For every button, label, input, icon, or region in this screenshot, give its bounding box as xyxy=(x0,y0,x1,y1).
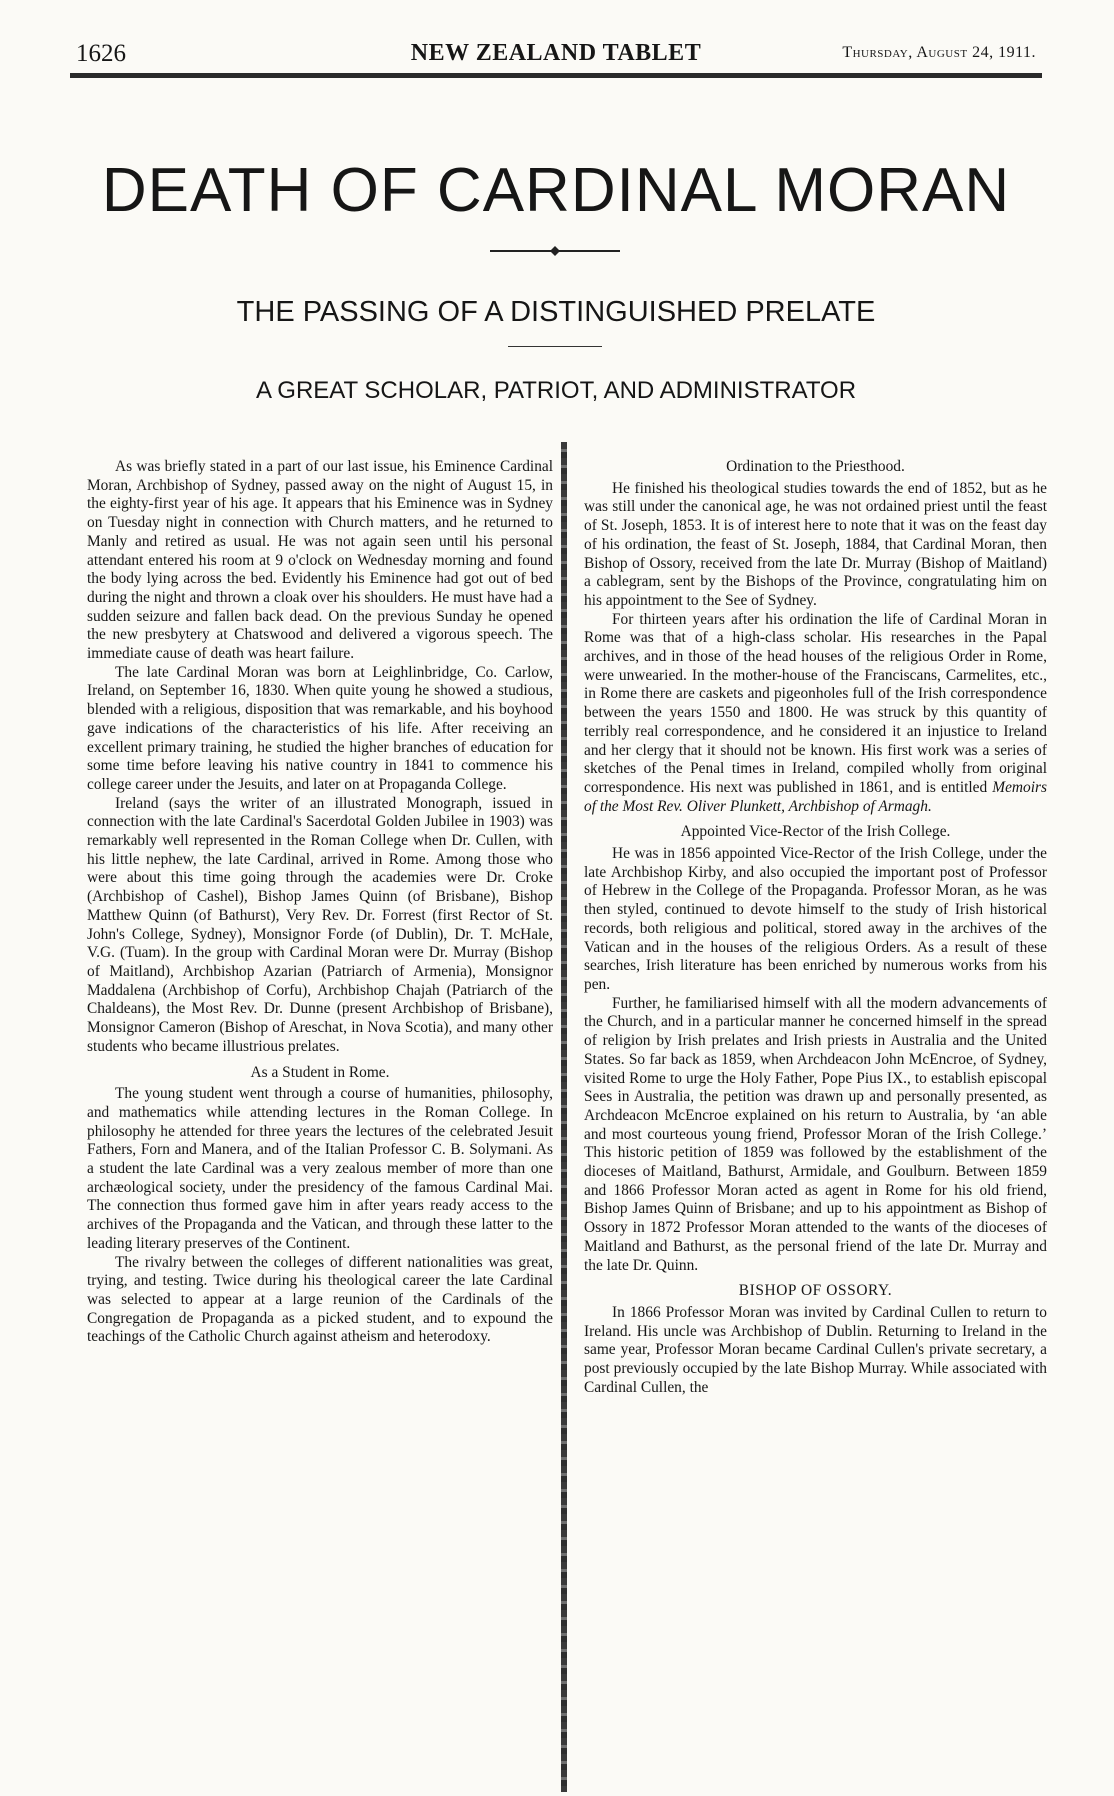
paragraph: He was in 1856 appointed Vice-Rector of the Irish College, under the late Archbishop Kirby, and also occupied the important post of Professor of Hebrew in the College of the Propaganda. Professor Moran, as he was then styled, continued to devote himself to the study of Irish historical records, both religious and political, stored away in the archives of the Vatican and in the houses of the religious Orders. As a result of these searches, Irish literature has been enriched by numerous works from his pen. xyxy=(584,845,1047,993)
paragraph: As was briefly stated in a part of our last issue, his Eminence Cardinal Moran, Archbishop of Sydney, passed away on the night of August 15, in the eighty-first year of his age. It appears that his Eminence was in Sydney on Tuesday night in connection with Church matters, and he returned to Manly and retired as usual. He was not again seen until his personal attendant entered his room at 9 o'clock on Wednesday morning and found the body lying across the bed. Evidently his Eminence had got out of bed during the night and thrown a cloak over his shoulders. He must have had a sudden seizure and fallen back dead. On the previous Sunday he opened the new presbytery at Chatswood and delivered a vigorous speech. The immediate cause of death was heart failure. xyxy=(87,458,553,663)
section-heading: Ordination to the Priesthood. xyxy=(726,458,905,475)
paragraph: Further, he familiarised himself with all the modern advancements of the Church, and in a particular manner he concerned himself in the spread of religion by Irish prelates and Irish priests in Australia and the United States. So far back as 1859, when Archdeacon John McEncroe, of Sydney, visited Rome to urge the Holy Father, Pope Pius IX., to establish episcopal Sees in Australia, the petition was drawn up and personally presented, as Archdeacon McEncroe explained on his return to Australia, by ‘an able and most courteous young friend, Professor Moran of the Irish College.’ This historic petition of 1859 was followed by the establishment of the dioceses of Maitland, Bathurst, Armidale, and Goulburn. Between 1859 and 1866 Professor Moran acted as agent in Rome for his old friend, Bishop James Quinn of Brisbane; and up to his appointment as Bishop of Ossory in 1872 Professor Moran attended to the wants of the dioceses of Maitland and Bathurst, as the personal friend of the late Dr. Murray and the late Dr. Quinn. xyxy=(584,994,1047,1274)
paragraph: He finished his theological studies towards the end of 1852, but as he was still under the canonical age, he was not ordained priest until the feast of St. Joseph, 1853. It is of interest here to note that it was on the feast day of his ordination, the feast of St. Joseph, 1884, that Cardinal Moran, then Bishop of Ossory, received from the late Dr. Murray (Bishop of Maitland) a cablegram, sent by the Bishops of the Province, congratulating him on his appointment to the See of Sydney. xyxy=(584,479,1047,609)
paragraph: The late Cardinal Moran was born at Leighlinbridge, Co. Carlow, Ireland, on September 16, 1830. When quite young he showed a studious, blended with a religious, disposition that was remarkable, and his boyhood gave indications of the characteristics of his life. After receiving an excellent primary training, he studied the higher branches of education for some time before leaving his native country in 1841 to commence his college career under the Jesuits, and later on at Propaganda College. xyxy=(87,663,553,793)
page-header xyxy=(70,36,1042,70)
paragraph: The young student went through a course of humanities, philosophy, and mathematics while attending lectures in the Roman College. In philosophy he attended for three years the lectures of the celebrated Jesuit Fathers, Forn and Manera, and of the Italian Professor C. B. Solymani. As a student the late Cardinal was a very zealous member of more than one archæological society, under the presidency of the famous Cardinal Mai. The connection thus formed gave him in after years ready access to the archives of the Propaganda and the Vatican, and through these latter to the leading literary preserves of the Continent. xyxy=(87,1085,553,1252)
paragraph-text: For thirteen years after his ordination the life of Cardinal Moran in Rome was that of a high-class scholar. His researches in the Papal archives, and in those of the head houses of the religious Order in Rome, were unwearied. In the mother-house of the Franciscans, Carmelites, etc., in Rome there are caskets and pigeonholes full of the Irish correspondence between the years 1550 and 1800. He was struck by this quantity of terribly real correspondence, and he considered it an injustice to Ireland and her clergy that it should not be known. His first work was a series of sketches of the Penal times in Ireland, compiled wholly from original correspondence. His next was published in 1861, and is entitled xyxy=(584,610,1047,796)
subheading-secondary: A GREAT SCHOLAR, PATRIOT, AND ADMINISTRATOR xyxy=(255,377,857,404)
subheading: THE PASSING OF A DISTINGUISHED PRELATE xyxy=(236,296,876,328)
issue-date: Thursday, August 24, 1911. xyxy=(842,44,1036,61)
paragraph: In 1866 Professor Moran was invited by Cardinal Cullen to return to Ireland. His uncle was Archbishop of Dublin. Returning to Ireland in the same year, Professor Moran became Cardinal Cullen's private secretary, a post previously occupied by the late Bishop Murray. While associated with Cardinal Cullen, the xyxy=(584,1303,1047,1396)
subheading-rule xyxy=(508,346,602,347)
article-column-left xyxy=(87,458,553,1347)
column-divider xyxy=(561,442,567,1792)
page-number: 1626 xyxy=(76,40,126,67)
section-heading: Appointed Vice-Rector of the Irish College. xyxy=(680,823,951,841)
headline: DEATH OF CARDINAL MORAN xyxy=(101,156,1011,225)
book-title: Memoirs of the Most Rev. Oliver Plunkett, Archbishop of Armagh. xyxy=(584,778,1047,815)
article-column-right xyxy=(584,458,1047,1397)
paragraph: Ireland (says the writer of an illustrated Monograph, issued in connection with the late Cardinal's Sacerdotal Golden Jubilee in 1903) was remarkably well represented in the Roman College when Dr. Cullen, with his little nephew, the late Cardinal, arrived in Rome. Among those who were about this time going through the academies were Dr. Croke (Archbishop of Cashel), Bishop James Quinn (of Brisbane), Bishop Matthew Quinn (of Bathurst), Very Rev. Dr. Forrest (first Rector of St. John's College, Sydney), Monsignor Forde (of Dublin), Dr. T. McHale, V.G. (Tuam). In the group with Cardinal Moran were Dr. Murray (Bishop of Maitland), Archbishop Azarian (Patriarch of Armenia), Monsignor Maddalena (Archbishop of Corfu), Archbishop Chajah (Patriarch of the Chaldeans), the Most Rev. Dr. Dunne (present Archbishop of Brisbane), Monsignor Cameron (Bishop of Areschat, in Nova Scotia), and many other students who became illustrious prelates. xyxy=(87,794,553,1055)
section-heading: BISHOP OF OSSORY. xyxy=(738,1282,893,1300)
paragraph: The rivalry between the colleges of different nationalities was great, trying, and testing. Twice during his theological career the late Cardinal was selected to appear at a large reunion of the Cardinals of the Congregation de Propaganda as a picked student, and to expound the teachings of the Catholic Church against atheism and heterodoxy. xyxy=(87,1253,553,1346)
ornament-divider xyxy=(490,245,620,257)
newspaper-name: NEW ZEALAND TABLET xyxy=(410,40,702,66)
section-heading: As a Student in Rome. xyxy=(250,1063,390,1081)
paragraph xyxy=(584,611,1047,817)
header-rule xyxy=(70,73,1042,78)
